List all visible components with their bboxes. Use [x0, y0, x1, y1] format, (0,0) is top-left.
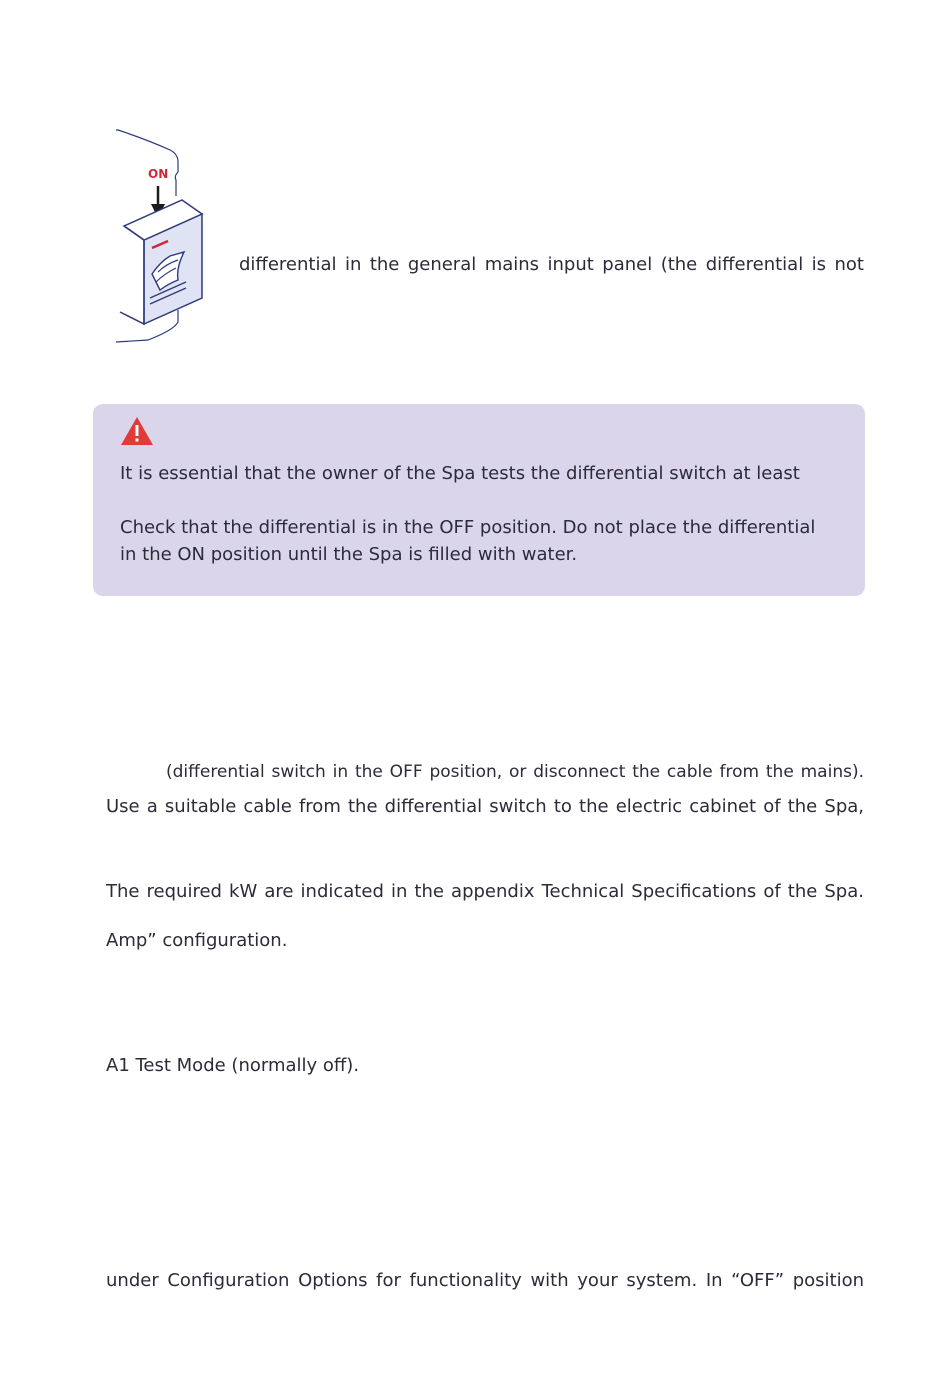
- body-line-5: A1 Test Mode (normally off).: [106, 1055, 360, 1076]
- body-line-1: (differential switch in the OFF position, or disconnect the cable from the mains).: [166, 762, 864, 782]
- switch-side: [120, 226, 144, 324]
- housing-top-outline: [116, 130, 178, 196]
- body-line-6: under Configuration Options for functionality with your system. In “OFF” position: [106, 1270, 864, 1291]
- warning-line-2: Check that the differential is in the OFF position. Do not place the differential: [120, 517, 816, 538]
- warning-box: [93, 404, 865, 596]
- body-line-4: Amp” configuration.: [106, 930, 288, 951]
- body-line-3: The required kW are indicated in the appendix Technical Specifications of the Spa.: [106, 881, 864, 902]
- breaker-switch-illustration: [108, 122, 218, 352]
- intro-line: differential in the general mains input panel (the differential is not: [239, 254, 864, 275]
- warning-triangle-icon: [120, 416, 154, 446]
- body-line-2: Use a suitable cable from the differential switch to the electric cabinet of the Spa,: [106, 796, 864, 817]
- warning-line-1: It is essential that the owner of the Spa tests the differential switch at least: [120, 463, 800, 484]
- on-label: ON: [148, 167, 169, 181]
- warning-line-3: in the ON position until the Spa is filled with water.: [120, 544, 578, 565]
